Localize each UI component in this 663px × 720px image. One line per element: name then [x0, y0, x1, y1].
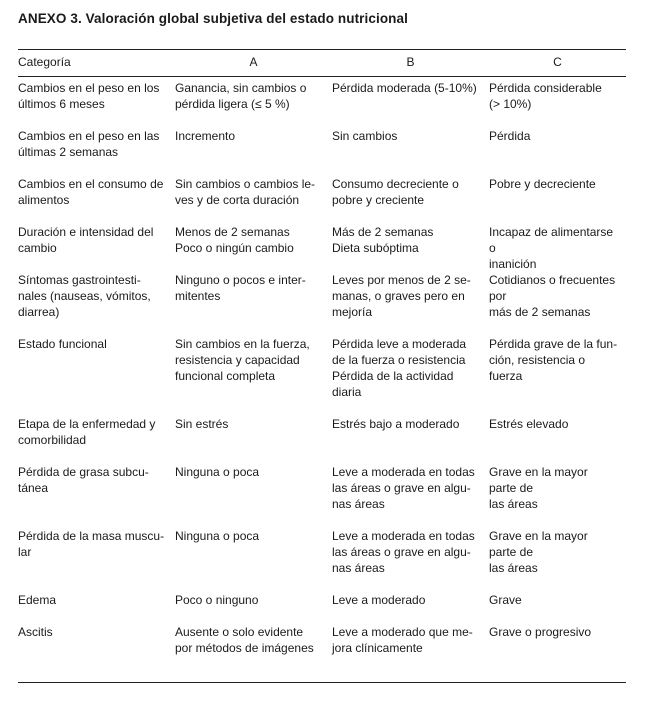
cell-text-line: Síntomas gastrointesti-: [18, 273, 141, 287]
cell-b: [332, 336, 489, 416]
assessment-table: [18, 52, 626, 656]
cell-text-line: de la fuerza o resistencia: [332, 353, 466, 367]
cell-b: [332, 464, 489, 528]
cell-a: [175, 464, 332, 528]
cell-a: [175, 72, 332, 128]
cell-text-line: inanición: [489, 257, 537, 271]
cell-b: [332, 416, 489, 464]
table-body: [18, 72, 626, 656]
cell-text-line: Leve a moderada en todas: [332, 465, 475, 479]
cell-text-line: Incremento: [175, 129, 236, 143]
cell-text-line: Cambios en el peso en los: [18, 81, 160, 95]
cell-text-line: Leve a moderado que me-: [332, 625, 473, 639]
cell-category: [18, 336, 175, 416]
cell-a: [175, 336, 332, 416]
cell-text-line: Sin cambios: [332, 129, 398, 143]
cell-text-line: Pérdida de grasa subcu-: [18, 465, 149, 479]
cell-a: [175, 176, 332, 224]
table-row: [18, 272, 626, 336]
cell-text-line: más de 2 semanas: [489, 305, 591, 319]
cell-a: [175, 416, 332, 464]
cell-text-line: Grave en la mayor parte de: [489, 529, 588, 559]
cell-c: [489, 624, 626, 656]
cell-text-line: Pérdida considerable: [489, 81, 602, 95]
header-a: A: [249, 55, 258, 69]
cell-b: [332, 272, 489, 336]
cell-text-line: Duración e intensidad del: [18, 225, 154, 239]
cell-c: [489, 128, 626, 176]
cell-a: [175, 224, 332, 272]
cell-category: [18, 416, 175, 464]
cell-text-line: Cambios en el peso en las: [18, 129, 160, 143]
cell-b: [332, 528, 489, 592]
cell-category: [18, 624, 175, 656]
cell-text-line: Grave o progresivo: [489, 625, 592, 639]
cell-text-line: Pérdida grave de la fun-: [489, 337, 618, 351]
cell-text-line: resistencia y capacidad: [175, 353, 300, 367]
cell-text-line: cambio: [18, 241, 57, 255]
cell-text-line: Ganancia, sin cambios o: [175, 81, 307, 95]
cell-category: [18, 272, 175, 336]
cell-text-line: funcional completa: [175, 369, 276, 383]
table-row: [18, 528, 626, 592]
cell-b: [332, 72, 489, 128]
cell-category: [18, 128, 175, 176]
cell-a: [175, 592, 332, 624]
cell-text-line: mejoría: [332, 305, 373, 319]
cell-category: [18, 464, 175, 528]
table-row: [18, 72, 626, 128]
cell-text-line: ción, resistencia o fuerza: [489, 353, 586, 383]
cell-text-line: Edema: [18, 593, 57, 607]
cell-c: [489, 528, 626, 592]
cell-text-line: Grave en la mayor parte de: [489, 465, 588, 495]
cell-text-line: comorbilidad: [18, 433, 87, 447]
cell-text-line: diaria: [332, 385, 362, 399]
cell-a: [175, 528, 332, 592]
cell-text-line: Ausente o solo evidente: [175, 625, 304, 639]
cell-category: [18, 224, 175, 272]
cell-text-line: Pérdida leve a moderada: [332, 337, 467, 351]
cell-a: [175, 272, 332, 336]
cell-c: [489, 176, 626, 224]
cell-text-line: Leve a moderado: [332, 593, 426, 607]
cell-text-line: las áreas: [489, 561, 538, 575]
table-row: [18, 224, 626, 272]
cell-category: [18, 176, 175, 224]
cell-text-line: por métodos de imágenes: [175, 641, 314, 655]
cell-text-line: Poco o ningún cambio: [175, 241, 294, 255]
cell-a: [175, 624, 332, 656]
cell-text-line: Incapaz de alimentarse o: [489, 225, 614, 255]
cell-text-line: Etapa de la enfermedad y: [18, 417, 156, 431]
header-c: C: [553, 55, 562, 69]
cell-c: [489, 224, 626, 272]
cell-text-line: nas áreas: [332, 561, 385, 575]
table-row: [18, 464, 626, 528]
cell-c: [489, 416, 626, 464]
table-row: [18, 592, 626, 624]
cell-text-line: Poco o ninguno: [175, 593, 259, 607]
cell-text-line: Grave: [489, 593, 522, 607]
cell-text-line: Ninguna o poca: [175, 465, 260, 479]
cell-text-line: Pérdida de la masa muscu-: [18, 529, 165, 543]
table-bottom-rule: [18, 682, 626, 683]
cell-text-line: tánea: [18, 481, 49, 495]
header-b: B: [406, 55, 415, 69]
cell-text-line: Menos de 2 semanas: [175, 225, 290, 239]
cell-text-line: pérdida ligera (≤ 5 %): [175, 97, 290, 111]
cell-c: [489, 336, 626, 416]
cell-text-line: Leves por menos de 2 se-: [332, 273, 471, 287]
page-title: ANEXO 3. Valoración global subjetiva del estado nutricional: [18, 11, 408, 26]
cell-c: [489, 592, 626, 624]
cell-text-line: las áreas o grave en algu-: [332, 481, 471, 495]
header-category: Categoría: [18, 55, 71, 69]
cell-category: [18, 72, 175, 128]
cell-text-line: Pérdida: [489, 129, 531, 143]
cell-text-line: Sin cambios en la fuerza,: [175, 337, 310, 351]
cell-text-line: Más de 2 semanas: [332, 225, 434, 239]
cell-text-line: Estado funcional: [18, 337, 107, 351]
cell-text-line: las áreas: [489, 497, 538, 511]
cell-b: [332, 176, 489, 224]
cell-text-line: Cotidianos o frecuentes por: [489, 273, 616, 303]
cell-text-line: Ascitis: [18, 625, 53, 639]
cell-text-line: Sin estrés: [175, 417, 229, 431]
cell-text-line: las áreas o grave en algu-: [332, 545, 471, 559]
cell-category: [18, 592, 175, 624]
cell-text-line: Leve a moderada en todas: [332, 529, 475, 543]
table-row: [18, 336, 626, 416]
cell-b: [332, 624, 489, 656]
cell-text-line: Cambios en el consumo de: [18, 177, 164, 191]
cell-text-line: Estrés elevado: [489, 417, 569, 431]
cell-text-line: alimentos: [18, 193, 70, 207]
cell-text-line: (> 10%): [489, 97, 532, 111]
cell-text-line: Pérdida moderada (5-10%): [332, 81, 477, 95]
cell-text-line: lar: [18, 545, 32, 559]
cell-text-line: mitentes: [175, 289, 221, 303]
table-row: [18, 624, 626, 656]
cell-text-line: Ninguna o poca: [175, 529, 260, 543]
cell-text-line: Dieta subóptima: [332, 241, 419, 255]
cell-text-line: Ninguno o pocos e inter-: [175, 273, 306, 287]
cell-b: [332, 592, 489, 624]
cell-text-line: Consumo decreciente o: [332, 177, 459, 191]
cell-text-line: Pobre y decreciente: [489, 177, 596, 191]
cell-text-line: Estrés bajo a moderado: [332, 417, 460, 431]
cell-text-line: ves y de corta duración: [175, 193, 300, 207]
cell-text-line: nas áreas: [332, 497, 385, 511]
table-header-row: [18, 52, 626, 72]
cell-text-line: últimos 6 meses: [18, 97, 105, 111]
cell-category: [18, 528, 175, 592]
cell-text-line: Sin cambios o cambios le-: [175, 177, 316, 191]
cell-text-line: pobre y creciente: [332, 193, 425, 207]
cell-c: [489, 272, 626, 336]
table-top-rule: [18, 49, 626, 50]
cell-text-line: manas, o graves pero en: [332, 289, 465, 303]
table-row: [18, 176, 626, 224]
cell-b: [332, 224, 489, 272]
cell-b: [332, 128, 489, 176]
table-row: [18, 128, 626, 176]
table-row: [18, 416, 626, 464]
cell-c: [489, 464, 626, 528]
cell-text-line: nales (nauseas, vómitos,: [18, 289, 151, 303]
cell-c: [489, 72, 626, 128]
cell-text-line: Pérdida de la actividad: [332, 369, 454, 383]
cell-text-line: últimas 2 semanas: [18, 145, 119, 159]
cell-text-line: diarrea): [18, 305, 60, 319]
cell-a: [175, 128, 332, 176]
cell-text-line: jora clínicamente: [332, 641, 423, 655]
